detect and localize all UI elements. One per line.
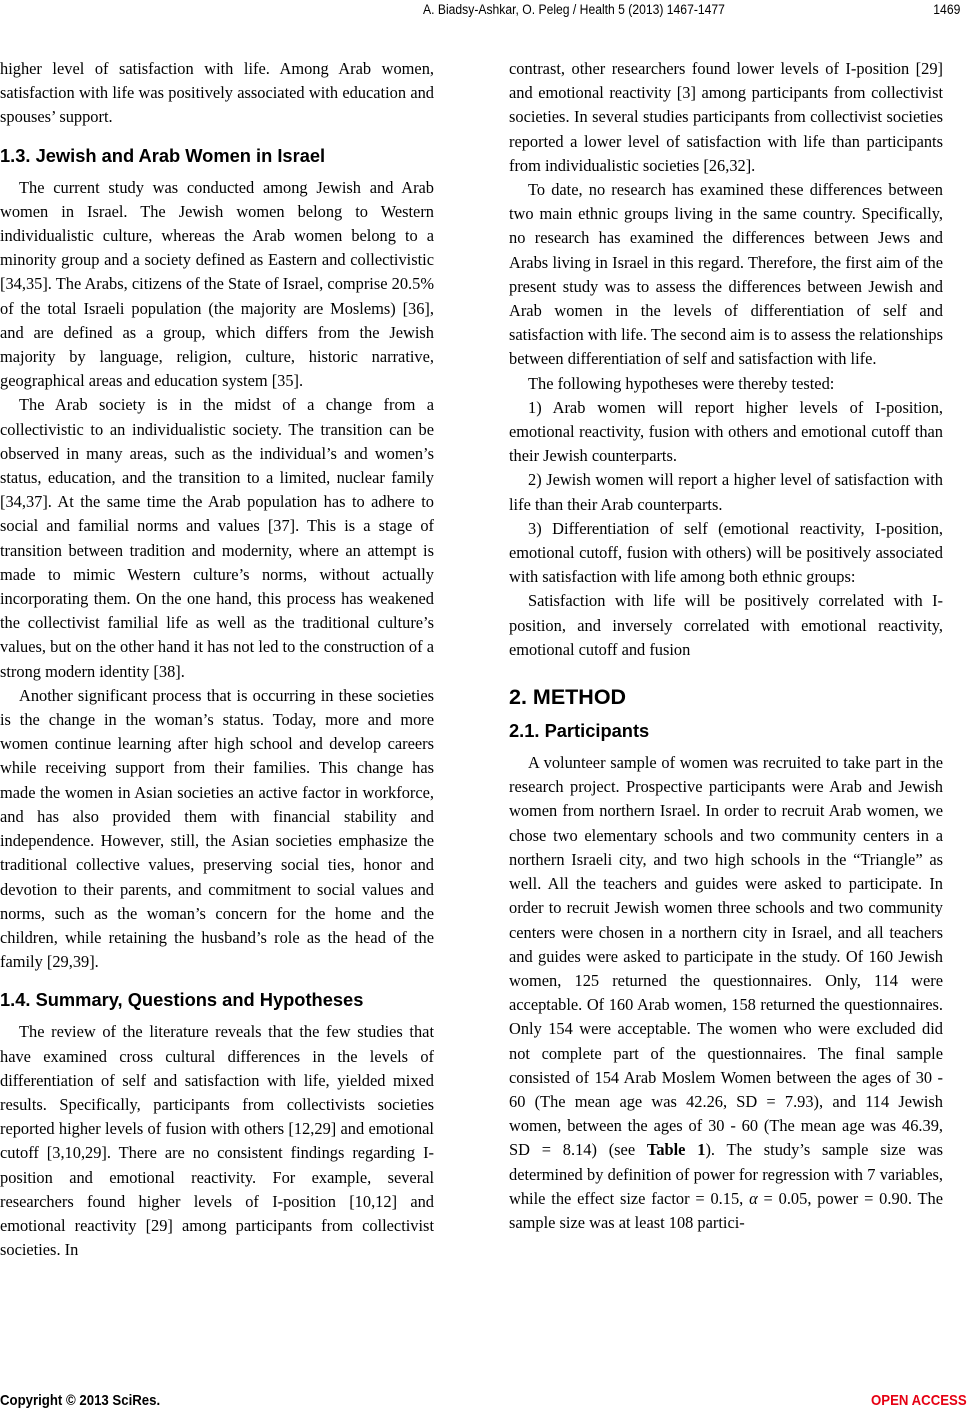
hypothesis-3-detail: Satisfaction with life will be positively correlated with I-position, and inversely correlated with emotional reactivity, emotional cutoff and fusion [509,591,943,659]
copyright-notice: Copyright © 2013 SciRes. [0,1392,161,1409]
paragraph-intro-continued: higher level of satisfaction with life. Among Arab women, satisfaction with life was positively associated with education and spouses’ support. [0,59,434,127]
section-heading-participants: 2.1. Participants [509,720,650,742]
paragraph-participants [509,751,943,1235]
paragraph-aims: To date, no research has examined these differences between two main ethnic groups living in the same country. Specifically, no research has examined the differences between Jews and Arabs living in Israel in this regard. Therefore, the first aim of the present study was to assess the differences between Jewish and Arab women in the levels of differentiation of self and satisfaction with life. The second aim is to assess the relationships between differentiation of self and satisfaction with life. [509,180,943,369]
section-heading-1-4: 1.4. Summary, Questions and Hypotheses [0,989,364,1011]
text-run: A volunteer sample of women was recruited to take part in the research project. Prospective participants were Arab and Jewish women from northern Israel. In order to recruit Arab women, we chose two elementary schools and two community centers in a northern Israeli city, and two high schools in the “Triangle” as well. All the teachers and guides were asked to participate. In order to recruit Jewish women three schools and two community centers were chosen in a northern city in Israel, and all teachers and guides were asked to participate in the study. Of 160 Jewish women, 125 returned the questionnaires. Only, 114 were acceptable. Of 160 Arab women, 158 returned the questionnaires. Only 154 were acceptable. The women who were excluded did not complete part of the questionnaires. The final sample consisted of 154 Arab Moslem Women between the ages of 30 - 60 (The mean age was 42.26, SD = 7.93), and 114 Jewish women, between the ages of 30 - 60 (The mean age was 46.39, SD = 8.14) (see [509,753,943,1160]
paragraph: The Arab society is in the midst of a change from a collectivistic to an individualistic society. The transition can be observed in many areas, such as the individual’s and women’s status, education, and the transition to a limited, nuclear family [34,37]. At the same time the Arab population has to adhere to social and familial norms and values [37]. This is a stage of transition between tradition and modernity, where an attempt is made to mimic Western culture’s norms, without actually incorporating them. On the one hand, this process has weakened the collectivist familial life as well as the traditional culture’s values, but on the other hand it has not led to the construction of a strong modern identity [38]. [0,395,434,681]
running-header [0,0,961,22]
hypothesis-3: 3) Differentiation of self (emotional reactivity, I-position, emotional cutoff, fusion with others) will be positively associated with satisfaction with life among both ethnic groups: [509,518,943,587]
text-run: = 0.05, power = 0.90. The sample size was at least 108 partici- [509,1188,943,1232]
text-run: ). The study’s sample size was determined by definition of power for regression with 7 variables, while the effect size factor = 0.15, [509,1140,943,1208]
open-access-badge: OPEN ACCESS [871,1392,967,1409]
left-column [0,57,434,1262]
right-column [509,57,943,1235]
hypothesis-1: 1) Arab women will report higher levels of I-position, emotional reactivity, fusion with others and emotional cutoff than their Jewish counterparts. [509,397,943,466]
page-number: 1469 [933,2,961,17]
paragraph-hypotheses-intro: The following hypotheses were thereby tested: [528,373,835,393]
hypothesis-2: 2) Jewish women will report a higher level of satisfaction with life than their Arab counterparts. [509,470,943,514]
paragraph-continued: contrast, other researchers found lower levels of I-position [29] and emotional reactivity [3] among participants from collectivist societies. In several studies participants from collectivist societies reported a lower level of satisfaction with life than participants from individualistic societies [26,32]. [509,59,943,175]
running-title: A. Biadsy-Ashkar, O. Peleg / Health 5 (2013) 1467-1477 [423,2,725,17]
paragraph: Another significant process that is occurring in these societies is the change in the woman’s status. Today, more and more women continue learning after high school and develop careers while receiving support from their families. This change has made the women in Asian societies an active factor in workforce, and has also provided them with financial stability and independence. However, still, the Asian societies emphasize the traditional collective values, preserving social ties, honor and devotion to their parents, and commitment to social values and norms, such as the woman’s concern for the home and the children, while retaining the husband’s role as the head of the family [29,39]. [0,685,434,972]
paragraph: The review of the literature reveals that the few studies that have examined cross cultural differences in the levels of differentiation of self and satisfaction with life, yielded mixed results. Specifically, participants from collectivists societies reported higher levels of fusion with others [12,29] and emotional cutoff [3,10,29]. There are no consistent findings regarding I-position and emotional reactivity. For example, several researchers found higher levels of I-position [10,12] and emotional reactivity [29] among participants from collectivist societies. In [0,1022,434,1260]
paragraph: The current study was conducted among Jewish and Arab women in Israel. The Jewish women belong to Western individualistic culture, whereas the Arab women belong to a minority group and a society defined as Eastern and collectivistic [34,35]. The Arabs, citizens of the State of Israel, comprise 20.5% of the total Israeli population (the majority are Moslems) [36], and are defined as a group, which differs from the Jewish majority by language, religion, culture, historic narrative, geographical areas and education system [35]. [0,177,434,391]
page-footer [0,1392,969,1414]
alpha-symbol: α [749,1188,758,1208]
section-heading-1-3: 1.3. Jewish and Arab Women in Israel [0,144,326,166]
table-1-reference-link[interactable]: Table 1 [646,1140,706,1160]
section-heading-method: 2. METHOD [509,685,627,710]
